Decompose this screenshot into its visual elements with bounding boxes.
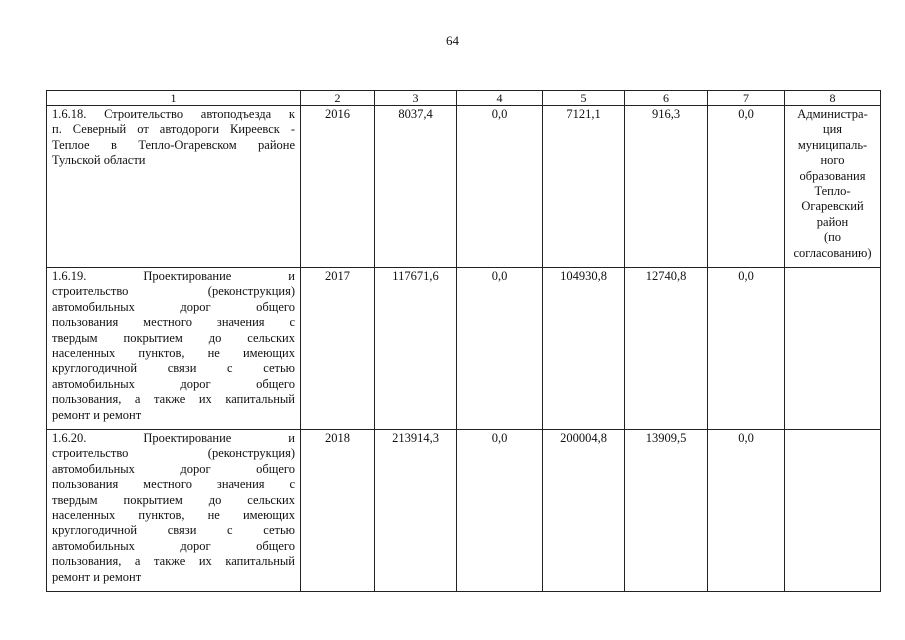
description-line: строительство (реконструкция) bbox=[52, 446, 295, 461]
column-header: 1 bbox=[47, 91, 301, 106]
table-row bbox=[47, 106, 881, 268]
cell-executor bbox=[785, 268, 881, 430]
description-line: пользования, а также их капитальный bbox=[52, 554, 295, 569]
description-line: Тульской области bbox=[52, 153, 146, 168]
table-header-row bbox=[47, 91, 881, 106]
description-line: ремонт и ремонт bbox=[52, 407, 142, 422]
cell-total: 117671,6 bbox=[375, 268, 457, 430]
executor-line: Огаревский bbox=[801, 199, 864, 214]
cell-col5: 7121,1 bbox=[543, 106, 625, 268]
page-number: 64 bbox=[446, 33, 459, 48]
cell-col7: 0,0 bbox=[708, 106, 785, 268]
cell-executor bbox=[785, 106, 881, 268]
cell-col5: 200004,8 bbox=[543, 430, 625, 592]
description-line: автомобильных дорог общего bbox=[52, 376, 295, 391]
column-header: 8 bbox=[785, 91, 881, 106]
description-line: строительство (реконструкция) bbox=[52, 284, 295, 299]
column-header: 5 bbox=[543, 91, 625, 106]
column-header: 2 bbox=[301, 91, 375, 106]
column-header: 3 bbox=[375, 91, 457, 106]
cell-year: 2016 bbox=[301, 106, 375, 268]
executor-line: ция bbox=[822, 122, 843, 137]
description-line: ремонт и ремонт bbox=[52, 569, 142, 584]
description-line: 1.6.18. Строительство автоподъезда к bbox=[52, 107, 295, 121]
description-line: автомобильных дорог общего bbox=[52, 538, 295, 553]
cell-col7: 0,0 bbox=[708, 268, 785, 430]
row-description bbox=[47, 430, 301, 592]
cell-total: 213914,3 bbox=[375, 430, 457, 592]
description-line: 1.6.19. Проектирование и bbox=[52, 269, 295, 283]
executor-line: образования bbox=[799, 168, 866, 183]
cell-col4: 0,0 bbox=[457, 430, 543, 592]
executor-line: согласованию) bbox=[793, 245, 872, 260]
executor-line: (по bbox=[823, 230, 842, 245]
executor-line: Администра- bbox=[797, 107, 868, 121]
cell-executor bbox=[785, 430, 881, 592]
cell-col6: 916,3 bbox=[625, 106, 708, 268]
table-row bbox=[47, 430, 881, 592]
table-row bbox=[47, 268, 881, 430]
description-line: 1.6.20. Проектирование и bbox=[52, 431, 295, 445]
description-line: автомобильных дорог общего bbox=[52, 299, 295, 314]
description-line: твердым покрытием до сельских bbox=[52, 330, 295, 345]
executor-line: район bbox=[816, 214, 849, 229]
cell-col7: 0,0 bbox=[708, 430, 785, 592]
description-line: круглогодичной связи с сетью bbox=[52, 523, 295, 538]
cell-year: 2017 bbox=[301, 268, 375, 430]
cell-col4: 0,0 bbox=[457, 268, 543, 430]
description-line: населенных пунктов, не имеющих bbox=[52, 508, 295, 523]
description-line: Теплое в Тепло-Огаревском районе bbox=[52, 137, 295, 152]
description-line: пользования местного значения с bbox=[52, 477, 295, 492]
row-description bbox=[47, 268, 301, 430]
data-table bbox=[46, 90, 881, 592]
cell-col6: 13909,5 bbox=[625, 430, 708, 592]
row-description bbox=[47, 106, 301, 268]
description-line: автомобильных дорог общего bbox=[52, 461, 295, 476]
description-line: пользования, а также их капитальный bbox=[52, 392, 295, 407]
executor-line: муниципаль- bbox=[797, 137, 868, 152]
description-line: п. Северный от автодороги Киреевск - bbox=[52, 122, 295, 137]
executor-line: Тепло- bbox=[814, 184, 851, 199]
executor-line: ного bbox=[820, 153, 845, 168]
column-header: 4 bbox=[457, 91, 543, 106]
cell-total: 8037,4 bbox=[375, 106, 457, 268]
cell-year: 2018 bbox=[301, 430, 375, 592]
description-line: твердым покрытием до сельских bbox=[52, 492, 295, 507]
column-header: 6 bbox=[625, 91, 708, 106]
cell-col6: 12740,8 bbox=[625, 268, 708, 430]
description-line: пользования местного значения с bbox=[52, 315, 295, 330]
cell-col4: 0,0 bbox=[457, 106, 543, 268]
cell-col5: 104930,8 bbox=[543, 268, 625, 430]
column-header: 7 bbox=[708, 91, 785, 106]
description-line: круглогодичной связи с сетью bbox=[52, 361, 295, 376]
description-line: населенных пунктов, не имеющих bbox=[52, 346, 295, 361]
